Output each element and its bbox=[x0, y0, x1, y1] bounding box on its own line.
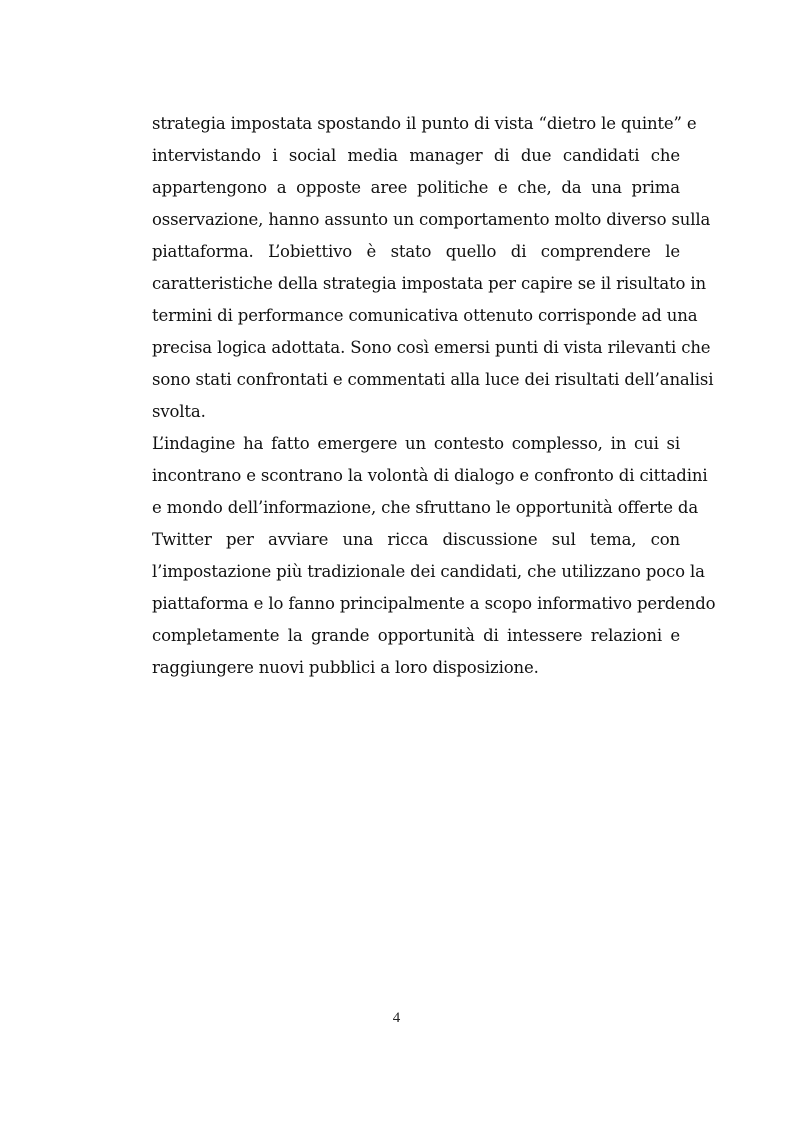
text-line: piattaforma e lo fanno principalmente a scopo informativo perdendo bbox=[152, 594, 716, 613]
text-line: osservazione, hanno assunto un comportamento molto diverso sulla bbox=[152, 210, 711, 229]
text-line: e mondo dell’informazione, che sfruttano le opportunità offerte da bbox=[152, 498, 699, 517]
text-line: sono stati confrontati e commentati alla luce dei risultati dell’analisi bbox=[152, 370, 714, 389]
text-line: raggiungere nuovi pubblici a loro disposizione. bbox=[152, 658, 539, 677]
text-line: termini di performance comunicativa ottenuto corrisponde ad una bbox=[152, 306, 698, 325]
text-line: appartengono a opposte aree politiche e che, da una prima bbox=[152, 178, 680, 197]
text-line: precisa logica adottata. Sono così emersi punti di vista rilevanti che bbox=[152, 338, 711, 357]
text-line: l’impostazione più tradizionale dei candidati, che utilizzano poco la bbox=[152, 562, 705, 581]
text-line: L’indagine ha fatto emergere un contesto complesso, in cui si bbox=[152, 434, 680, 453]
paragraph bbox=[152, 428, 716, 684]
text-line: piattaforma. L’obiettivo è stato quello di comprendere le bbox=[152, 242, 680, 261]
paragraph bbox=[152, 108, 714, 428]
text-line: incontrano e scontrano la volontà di dialogo e confronto di cittadini bbox=[152, 466, 708, 485]
text-line: svolta. bbox=[152, 402, 206, 421]
text-line: caratteristiche della strategia impostata per capire se il risultato in bbox=[152, 274, 707, 293]
text-line: Twitter per avviare una ricca discussione sul tema, con bbox=[152, 530, 680, 549]
text-line: intervistando i social media manager di due candidati che bbox=[152, 146, 680, 165]
text-line: strategia impostata spostando il punto di vista “dietro le quinte” e bbox=[152, 114, 697, 133]
text-line: completamente la grande opportunità di intessere relazioni e bbox=[152, 626, 680, 645]
page-number: 4 bbox=[392, 1010, 401, 1026]
body-text bbox=[152, 108, 716, 684]
